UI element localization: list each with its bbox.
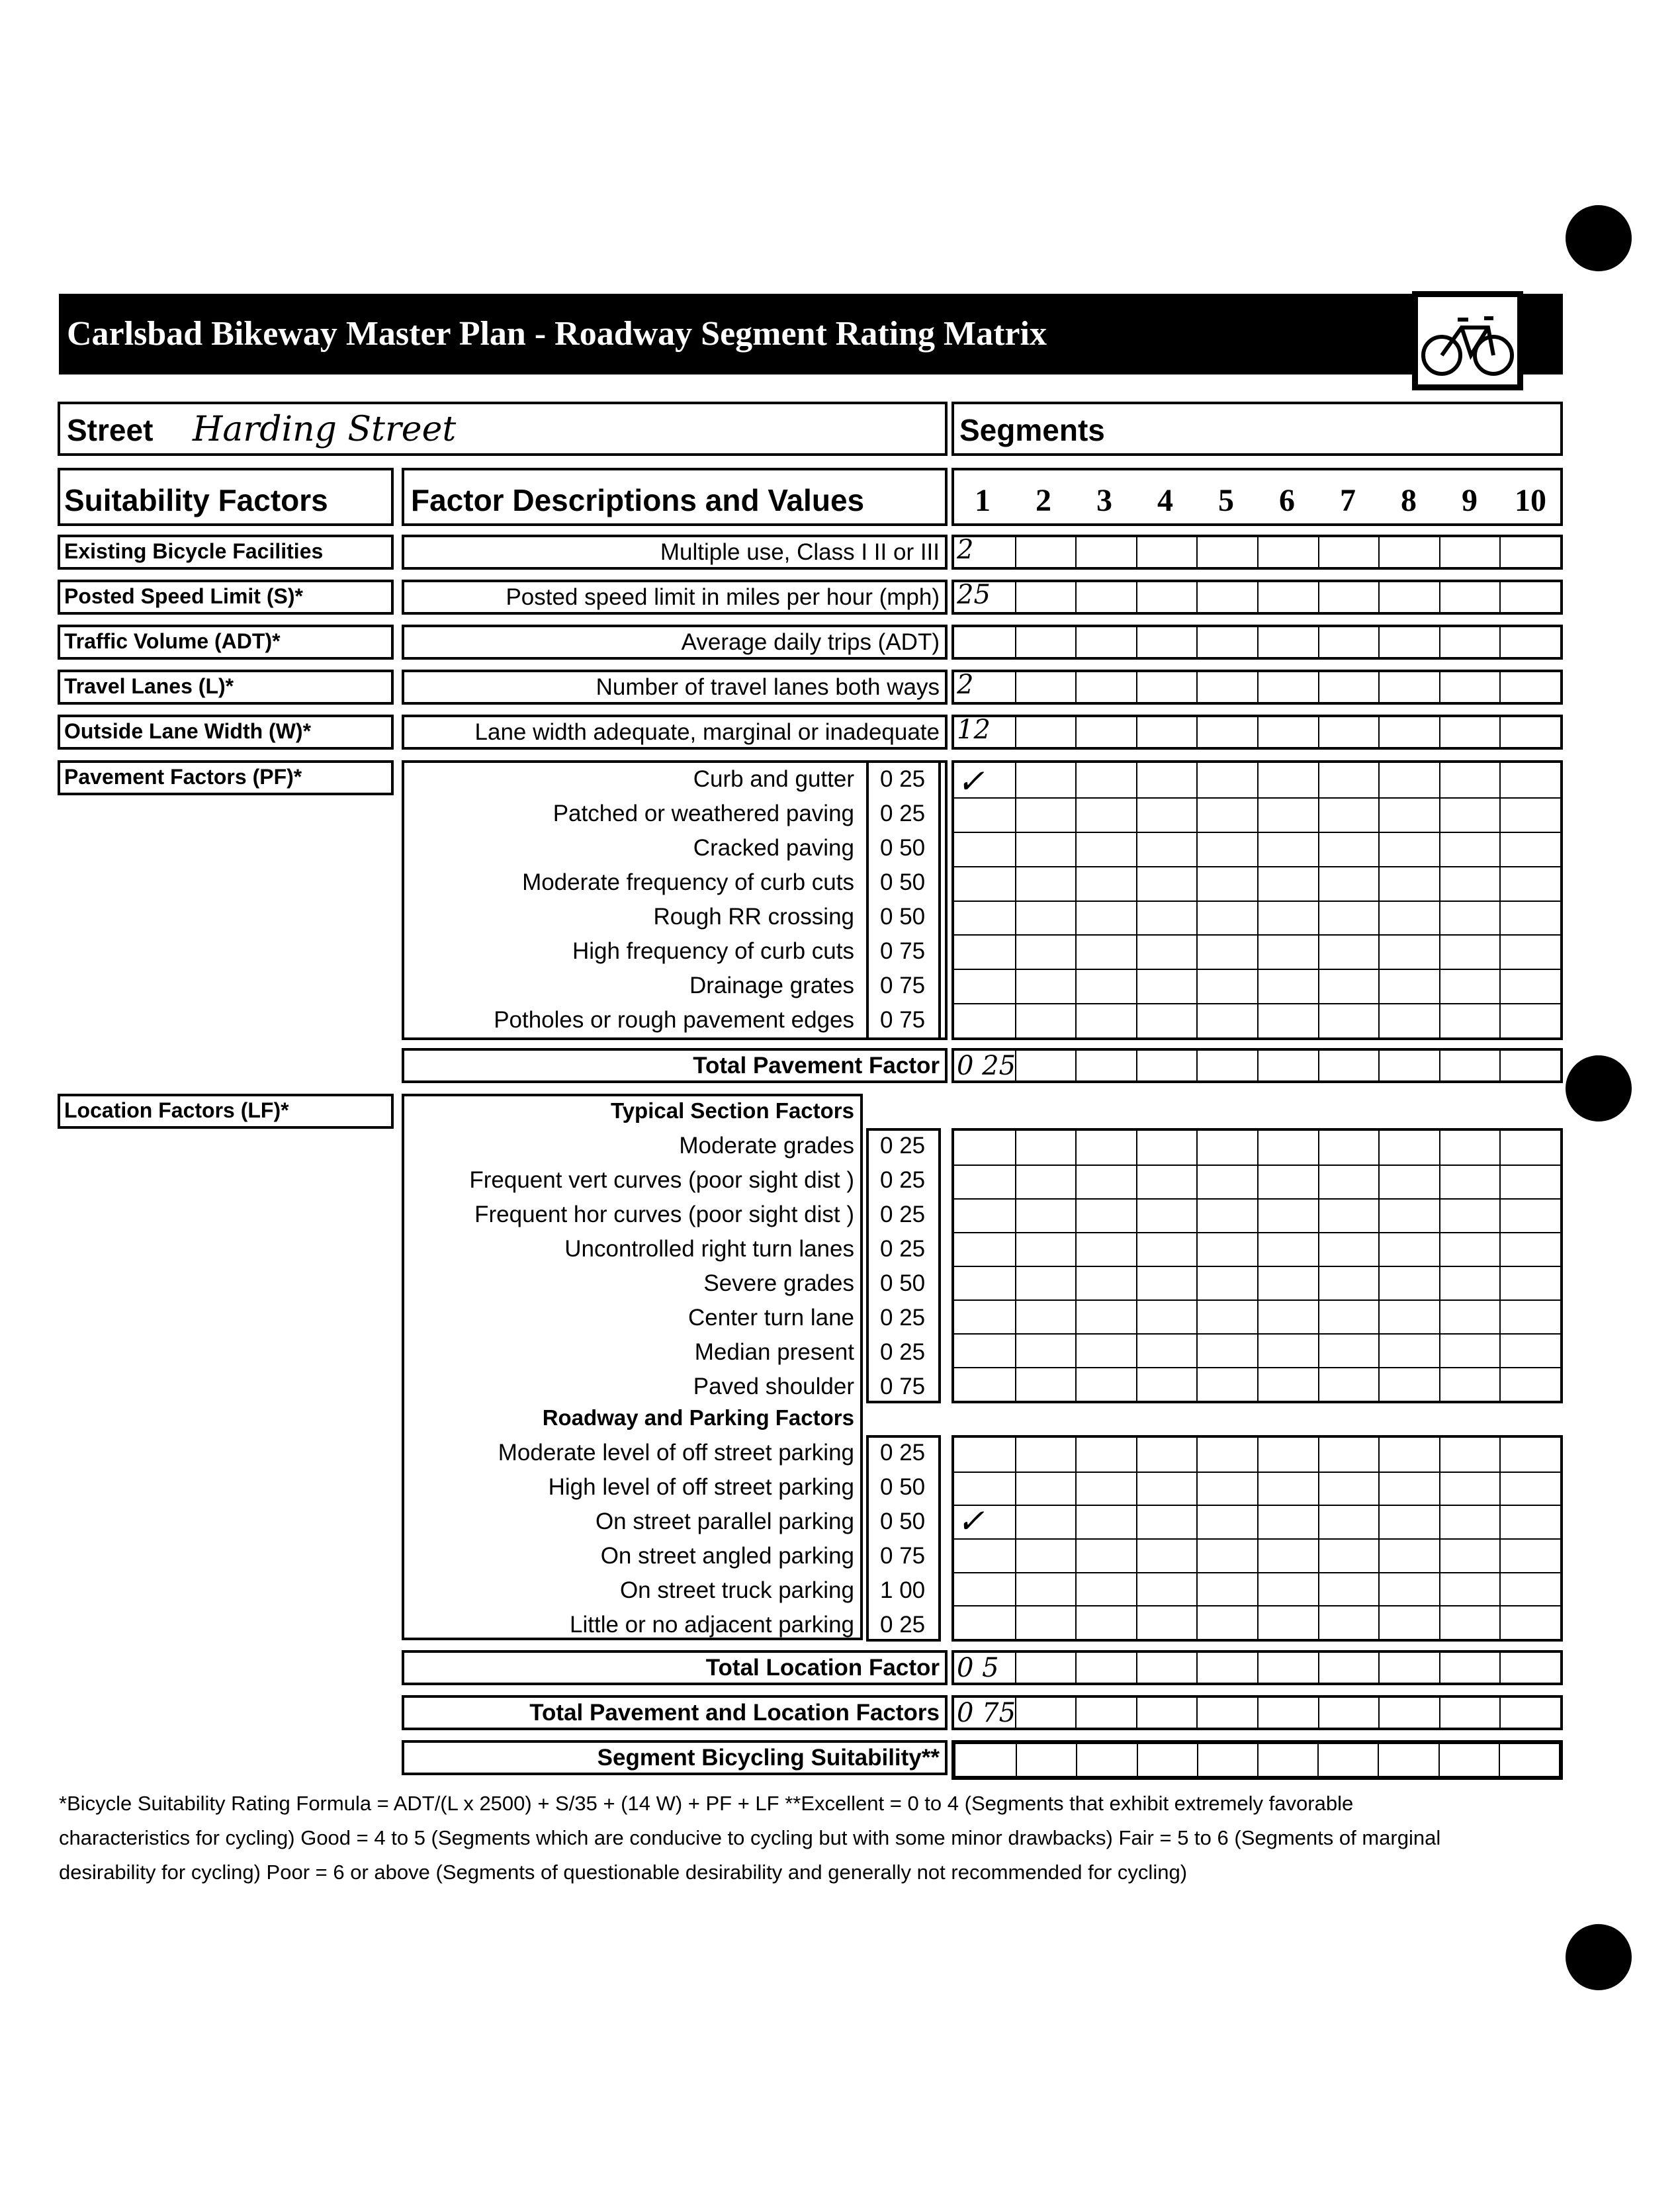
segment-cell-divider [1257,1744,1259,1776]
typical-row-value: 0 25 [880,1167,926,1193]
pavement-row-value: 0 25 [880,766,926,792]
segment-cell-divider [1378,627,1380,657]
segment-cell-divider [1317,1744,1319,1776]
typical-row-value: 0 50 [880,1270,926,1296]
factor-label-existing-bicycle: Existing Bicycle Facilities [58,535,394,570]
segment-cell-divider [1136,717,1137,747]
segment-cell-divider [1136,672,1137,702]
pavement-row-desc: Drainage grates [689,973,854,998]
parking-section-header: Roadway and Parking Factors [542,1405,854,1430]
segment-number: 9 [1462,483,1478,518]
segments-box [951,402,1563,456]
segment-cell-divider [1257,672,1259,702]
segment-number: 2 [1036,483,1051,518]
total-location-entry[interactable]: 0 5 [957,1653,999,1683]
total-location-segment-row[interactable] [951,1650,1563,1685]
segment-number: 3 [1096,483,1112,518]
pavement-row-value: 0 50 [880,904,926,930]
location-factors-label: Location Factors (LF)* [58,1094,394,1129]
segment-cell-divider [1318,717,1319,747]
parking-row-value: 0 25 [880,1440,926,1466]
segment-cell-divider [1439,672,1440,702]
segment-row-divider [954,1299,1560,1301]
segment-cell-divider [1499,672,1501,702]
segment-row-divider [954,866,1560,867]
total-pavement-location-label: Total Pavement and Location Factors [402,1695,948,1730]
segment-cell-divider [1499,1744,1500,1776]
segment-cell-divider [1196,1653,1198,1683]
total-location-factor-label: Total Location Factor [402,1650,948,1685]
segment-row-traffic-volume[interactable] [951,625,1563,660]
factor-label-travel-lanes: Travel Lanes (L)* [58,670,394,705]
factor-label-posted-speed: Posted Speed Limit (S)* [58,580,394,615]
segment-cell-divider [1137,1744,1138,1776]
segment-row-divider [954,1472,1560,1473]
segment-number: 8 [1401,483,1417,518]
parking-row-value: 0 50 [880,1509,926,1534]
segment-row-divider [954,797,1560,799]
typical-row-value: 0 25 [880,1236,926,1262]
factor-desc-outside-lane-width: Lane width adequate, marginal or inadequate [402,715,948,750]
typical-section-header: Typical Section Factors [611,1098,854,1123]
pavement-row-value: 0 50 [880,835,926,861]
segment-cell-divider [1257,627,1259,657]
segment-cell-divider [1196,717,1198,747]
segment-row-divider [954,1538,1560,1540]
segment-number: 5 [1218,483,1234,518]
segment-cell-divider [1499,1653,1501,1683]
segment-cell-divider [1439,627,1440,657]
segment-cell-divider [1076,1744,1077,1776]
segment-cell-divider [1015,537,1016,567]
typical-row-desc: Uncontrolled right turn lanes [564,1236,854,1262]
segment-cell-divider [1196,672,1198,702]
segment-cell-divider [1318,537,1319,567]
segment-row-divider [954,901,1560,902]
entry-travel-lanes[interactable]: 2 [957,670,974,700]
typical-segment-grid[interactable] [951,1128,1563,1403]
pavement-row-value: 0 75 [880,1007,926,1033]
typical-row-desc: Frequent vert curves (poor sight dist ) [469,1167,854,1193]
segment-cell-divider [1075,1698,1077,1728]
parking-row-value: 1 00 [880,1577,926,1603]
pavement-row-desc: Curb and gutter [693,766,854,792]
factor-desc-travel-lanes: Number of travel lanes both ways [402,670,948,705]
segment-cell-divider [1439,582,1440,612]
pavement-row-value: 0 50 [880,869,926,895]
segment-cell-divider [1378,1744,1379,1776]
segment-cell-divider [1136,1051,1137,1080]
segment-cell-divider [1257,1051,1259,1080]
segment-cell-divider [1257,1698,1259,1728]
factor-label-outside-lane-width: Outside Lane Width (W)* [58,715,394,750]
street-label: Street [67,413,154,447]
segment-cell-divider [1075,1051,1077,1080]
segment-row-divider [954,832,1560,833]
segment-cell-divider [1499,582,1501,612]
segment-row-posted-speed[interactable] [951,580,1563,615]
segment-cell-divider [1075,537,1077,567]
parking-entry-parallel[interactable]: ✓ [957,1502,985,1540]
pavement-row-value: 0 25 [880,801,926,826]
segment-cell-divider [1136,582,1137,612]
segment-cell-divider [1257,1653,1259,1683]
typical-row-desc: Severe grades [703,1270,854,1296]
segment-cell-divider [1015,672,1016,702]
typical-row-desc: Center turn lane [688,1305,854,1331]
segment-cell-divider [1378,1653,1380,1683]
segment-cell-divider [1136,1698,1137,1728]
segment-number: 4 [1157,483,1173,518]
segment-row-divider [954,969,1560,970]
pavement-factors-label: Pavement Factors (PF)* [58,760,394,795]
total-pavement-segment-row[interactable] [951,1048,1563,1083]
segment-cell-divider [1378,1051,1380,1080]
segment-cell-divider [1075,672,1077,702]
segment-cell-divider [1015,1653,1016,1683]
parking-row-desc: On street parallel parking [595,1509,854,1534]
segment-cell-divider [1136,627,1137,657]
segment-cell-divider [1378,537,1380,567]
bicycle-logo-icon [1412,291,1523,390]
rating-formula-footnote: *Bicycle Suitability Rating Formula = ADT/(L x 2500) + S/35 + (14 W) + PF + LF **Excellent = 0 to 4 (Segments that exhibit extremely favorable characteristics for cycling) Good = 4 to 5 (Segments which are conducive to cycling but with some minor drawbacks) Fair = 5 to 6 (Segments of marginal desirability for cycling) Poor = 6 or above (Segments of questionable desirability and generally not recommended for cycling) [59,1792,1441,1884]
page-title: Carlsbad Bikeway Master Plan - Roadway Segment Rating Matrix [59,294,1563,374]
parking-row-desc: On street angled parking [600,1543,854,1569]
factor-header: Factor Descriptions and Values [402,468,948,526]
segment-row-travel-lanes[interactable] [951,670,1563,705]
pavement-row-desc: High frequency of curb cuts [572,938,854,964]
segment-cell-divider [1196,582,1198,612]
pavement-segment-grid[interactable] [951,760,1563,1040]
entry-outside-lane-width[interactable]: 12 [957,715,991,745]
typical-row-value: 0 25 [880,1133,926,1159]
segment-suitability-row[interactable] [951,1740,1563,1780]
total-pavement-location-segment-row[interactable] [951,1695,1563,1730]
segment-cell-divider [1257,582,1259,612]
segment-cell-divider [1439,1698,1440,1728]
segment-cell-divider [1318,672,1319,702]
typical-row-value: 0 25 [880,1339,926,1365]
segment-cell-divider [1499,1051,1501,1080]
segment-row-divider [954,1505,1560,1506]
segment-cell-divider [1439,537,1440,567]
typical-row-desc: Median present [694,1339,854,1365]
segment-cell-divider [1499,537,1501,567]
total-pavement-factor-label: Total Pavement Factor [402,1048,948,1083]
binder-hole-1 [1566,205,1632,271]
street-box [58,402,948,456]
typical-row-desc: Moderate grades [679,1133,854,1159]
pavement-row-desc: Rough RR crossing [653,904,854,930]
binder-hole-3 [1566,1924,1632,1990]
segment-row-existing-bicycle[interactable] [951,535,1563,570]
pavement-row-value: 0 75 [880,938,926,964]
segment-row-divider [954,1198,1560,1200]
binder-hole-2 [1566,1055,1632,1121]
segment-cell-divider [1196,1698,1198,1728]
segment-cell-divider [1015,717,1016,747]
segment-row-divider [954,1367,1560,1368]
segment-cell-divider [1499,1698,1501,1728]
segment-cell-divider [1016,1744,1017,1776]
segment-cell-divider [1075,717,1077,747]
entry-posted-speed[interactable]: 25 [957,580,991,610]
segment-cell-divider [1378,672,1380,702]
segment-cell-divider [1257,717,1259,747]
segment-cell-divider [1197,1744,1198,1776]
segment-row-divider [954,1333,1560,1335]
pavement-row-desc: Moderate frequency of curb cuts [522,869,854,895]
segment-cell-divider [1378,717,1380,747]
typical-row-value: 0 25 [880,1202,926,1227]
street-value[interactable]: Harding Street [193,410,457,449]
segment-cell-divider [1318,627,1319,657]
segment-cell-divider [1075,582,1077,612]
segment-cell-divider [1136,537,1137,567]
pavement-row-desc: Patched or weathered paving [553,801,854,826]
factor-desc-existing-bicycle: Multiple use, Class I II or III [402,535,948,570]
segment-cell-divider [1439,1051,1440,1080]
factor-label-traffic-volume: Traffic Volume (ADT)* [58,625,394,660]
segment-row-divider [954,934,1560,936]
segment-cell-divider [1439,1653,1440,1683]
segment-cell-divider [1015,582,1016,612]
typical-row-value: 0 25 [880,1305,926,1331]
total-pavement-entry[interactable]: 0 25 [957,1051,1016,1081]
parking-row-desc: High level of off street parking [548,1474,854,1500]
pavement-row-value: 0 75 [880,973,926,998]
segment-cell-divider [1318,582,1319,612]
segment-suitability-label: Segment Bicycling Suitability** [402,1740,948,1775]
segment-row-divider [954,1232,1560,1233]
segment-cell-divider [1378,1698,1380,1728]
typical-row-desc: Paved shoulder [693,1374,854,1399]
segment-number: 10 [1515,483,1546,518]
pavement-row-desc: Potholes or rough pavement edges [494,1007,854,1033]
parking-segment-grid[interactable] [951,1435,1563,1642]
parking-row-value: 0 50 [880,1474,926,1500]
segment-cell-divider [1196,1051,1198,1080]
segment-number: 6 [1279,483,1295,518]
suitability-header: Suitability Factors [58,468,394,526]
segment-cell-divider [1499,717,1501,747]
segment-row-divider [954,1572,1560,1573]
segment-cell-divider [1438,1744,1440,1776]
segment-cell-divider [1318,1653,1319,1683]
segment-cell-divider [1439,717,1440,747]
parking-row-desc: On street truck parking [619,1577,854,1603]
parking-row-value: 0 25 [880,1612,926,1638]
segment-numbers-header [951,468,1563,526]
parking-row-desc: Little or no adjacent parking [570,1612,854,1638]
segment-cell-divider [1075,627,1077,657]
segment-number: 1 [975,483,991,518]
segment-cell-divider [1378,582,1380,612]
segment-row-outside-lane-width[interactable] [951,715,1563,750]
total-pavement-location-entry[interactable]: 0 75 [957,1698,1016,1728]
segment-cell-divider [1318,1698,1319,1728]
factor-desc-posted-speed: Posted speed limit in miles per hour (mph) [402,580,948,615]
segment-cell-divider [1318,1051,1319,1080]
segment-cell-divider [1136,1653,1137,1683]
typical-row-desc: Frequent hor curves (poor sight dist ) [474,1202,854,1227]
typical-row-value: 0 75 [880,1374,926,1399]
segment-number: 7 [1340,483,1356,518]
segment-cell-divider [1015,627,1016,657]
segment-row-divider [954,1165,1560,1166]
parking-row-desc: Moderate level of off street parking [498,1440,854,1466]
parking-row-value: 0 75 [880,1543,926,1569]
segment-cell-divider [1075,1653,1077,1683]
segment-cell-divider [1257,537,1259,567]
segment-row-divider [954,1605,1560,1606]
pavement-row-desc: Cracked paving [693,835,854,861]
segment-cell-divider [1499,627,1501,657]
entry-existing-bicycle[interactable]: 2 [957,535,974,565]
segment-row-divider [954,1266,1560,1267]
segment-cell-divider [1196,627,1198,657]
segment-cell-divider [1196,537,1198,567]
segment-row-divider [954,1003,1560,1004]
segments-label: Segments [959,413,1105,447]
factor-desc-traffic-volume: Average daily trips (ADT) [402,625,948,660]
pavement-entry-curb-gutter[interactable]: ✓ [957,762,985,801]
